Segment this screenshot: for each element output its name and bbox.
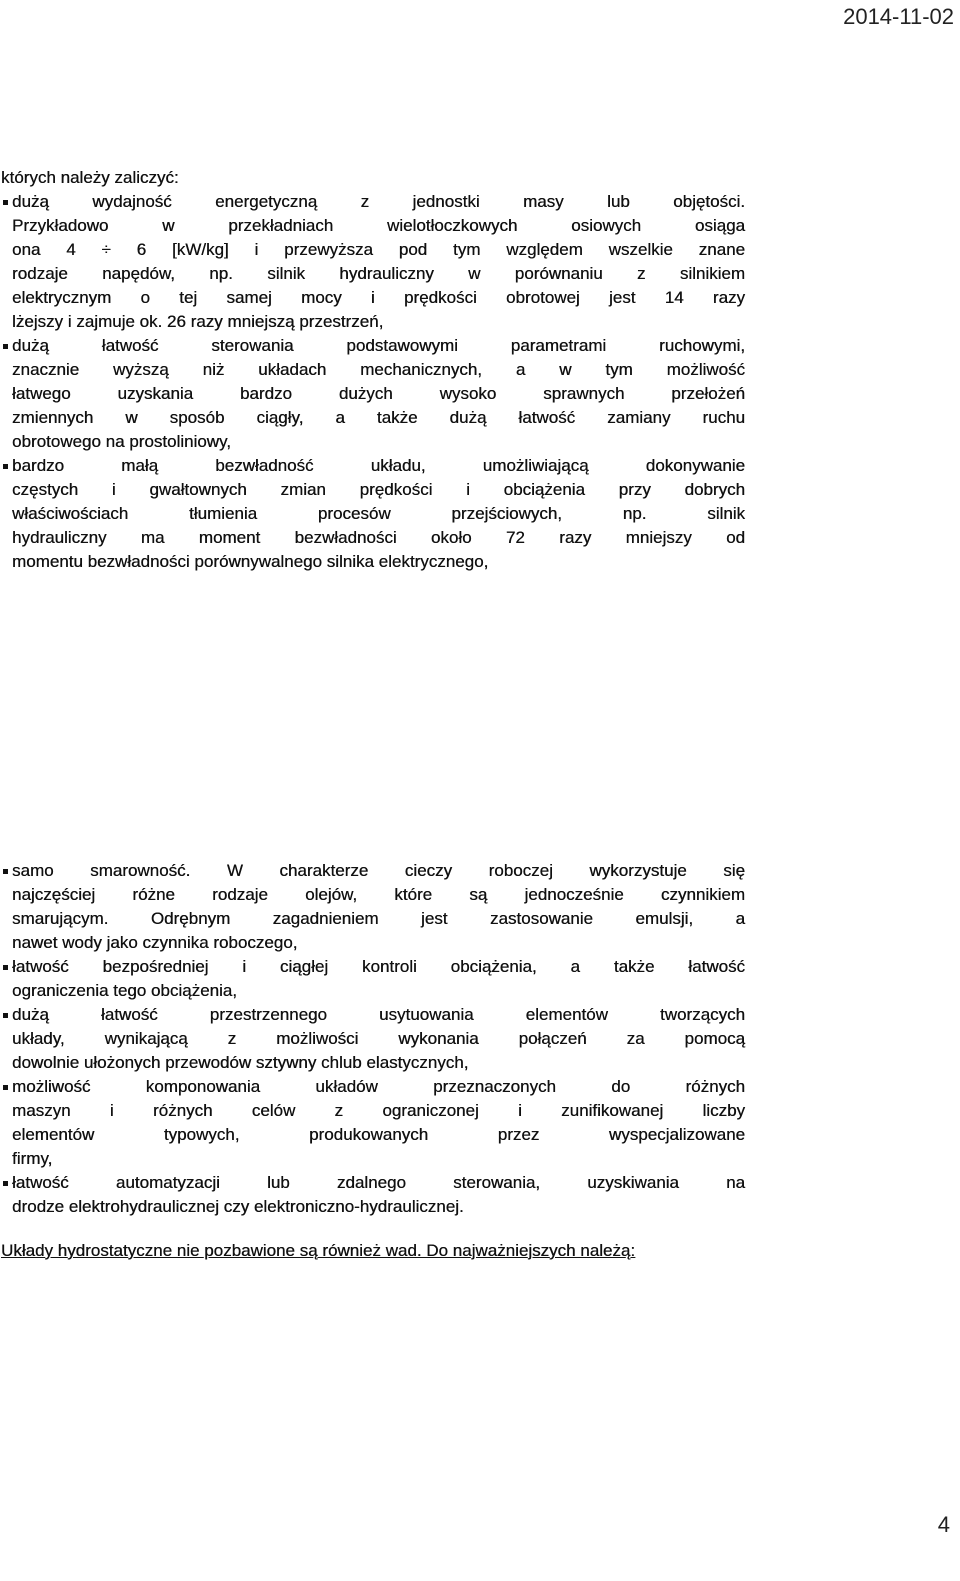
intro-line: których należy zaliczyć:: [1, 168, 179, 187]
list-item-line: łatwość bezpośredniej i ciągłej kontroli obciążenia, a także łatwość: [0, 955, 745, 979]
list-item-line: ona 4 ÷ 6 [kW/kg] i przewyższa pod tym względem wszelkie znane: [12, 240, 745, 259]
list-item-line: dowolnie ułożonych przewodów sztywny chlub elastycznych,: [12, 1053, 469, 1072]
list-item-line: elektrycznym o tej samej mocy i prędkości obrotowej jest 14 razy: [12, 288, 745, 307]
list-item-line: smarującym. Odrębnym zagadnieniem jest zastosowanie emulsji, a: [12, 909, 745, 928]
list-item-line: ograniczenia tego obciążenia,: [12, 981, 237, 1000]
list-item-line: rodzaje napędów, np. silnik hydrauliczny w porównaniu z silnikiem: [12, 264, 745, 283]
list-item-line: Przykładowo w przekładniach wielotłoczkowych osiowych osiąga: [12, 216, 745, 235]
list-item-line: drodze elektrohydraulicznej czy elektroniczno-hydraulicznej.: [12, 1197, 464, 1216]
list-item-line: łatwość automatyzacji lub zdalnego sterowania, uzyskiwania na: [0, 1171, 745, 1195]
list-item-line: dużą wydajność energetyczną z jednostki masy lub objętości.: [0, 190, 745, 214]
list-item-line: bardzo małą bezwładność układu, umożliwiającą dokonywanie: [0, 454, 745, 478]
list-item-line: elementów typowych, produkowanych przez wyspecjalizowane: [12, 1125, 745, 1144]
list-item-line: dużą łatwość sterowania podstawowymi parametrami ruchowymi,: [0, 334, 745, 358]
list-item-line: samo smarowność. W charakterze cieczy roboczej wykorzystuje się: [0, 859, 745, 883]
disadvantages-heading: Układy hydrostatyczne nie pozbawione są również wad. Do najważniejszych należą:: [1, 1241, 636, 1260]
list-item-line: momentu bezwładności porównywalnego silnika elektrycznego,: [12, 552, 489, 571]
list-item-line: układy, wynikającą z możliwości wykonania połączeń za pomocą: [12, 1029, 745, 1048]
list-item-line: firmy,: [12, 1149, 53, 1168]
list-item-line: hydrauliczny ma moment bezwładności około 72 razy mniejszy od: [12, 528, 745, 547]
list-item-line: właściwościach tłumienia procesów przejściowych, np. silnik: [12, 504, 745, 523]
advantages-list-part-1: [0, 166, 745, 574]
list-item-line: częstych i gwałtownych zmian prędkości i obciążenia przy dobrych: [12, 480, 745, 499]
header-date: 2014-11-02: [843, 4, 954, 29]
list-item-line: znacznie wyższą niż układach mechanicznych, a w tym możliwość: [12, 360, 745, 379]
advantages-list-part-2: [0, 859, 745, 1219]
list-item-line: dużą łatwość przestrzennego usytuowania elementów tworzących: [0, 1003, 745, 1027]
list-item-line: łatwego uzyskania bardzo dużych wysoko sprawnych przełożeń: [12, 384, 745, 403]
list-item-line: możliwość komponowania układów przeznaczonych do różnych: [0, 1075, 745, 1099]
list-item-line: zmiennych w sposób ciągły, a także dużą łatwość zamiany ruchu: [12, 408, 745, 427]
list-item-line: najczęściej różne rodzaje olejów, które są jednocześnie czynnikiem: [12, 885, 745, 904]
list-item-line: maszyn i różnych celów z ograniczonej i zunifikowanej liczby: [12, 1101, 745, 1120]
list-item-line: lżejszy i zajmuje ok. 26 razy mniejszą przestrzeń,: [12, 312, 384, 331]
page-number: 4: [937, 1512, 950, 1537]
list-item-line: obrotowego na prostoliniowy,: [12, 432, 231, 451]
list-item-line: nawet wody jako czynnika roboczego,: [12, 933, 298, 952]
